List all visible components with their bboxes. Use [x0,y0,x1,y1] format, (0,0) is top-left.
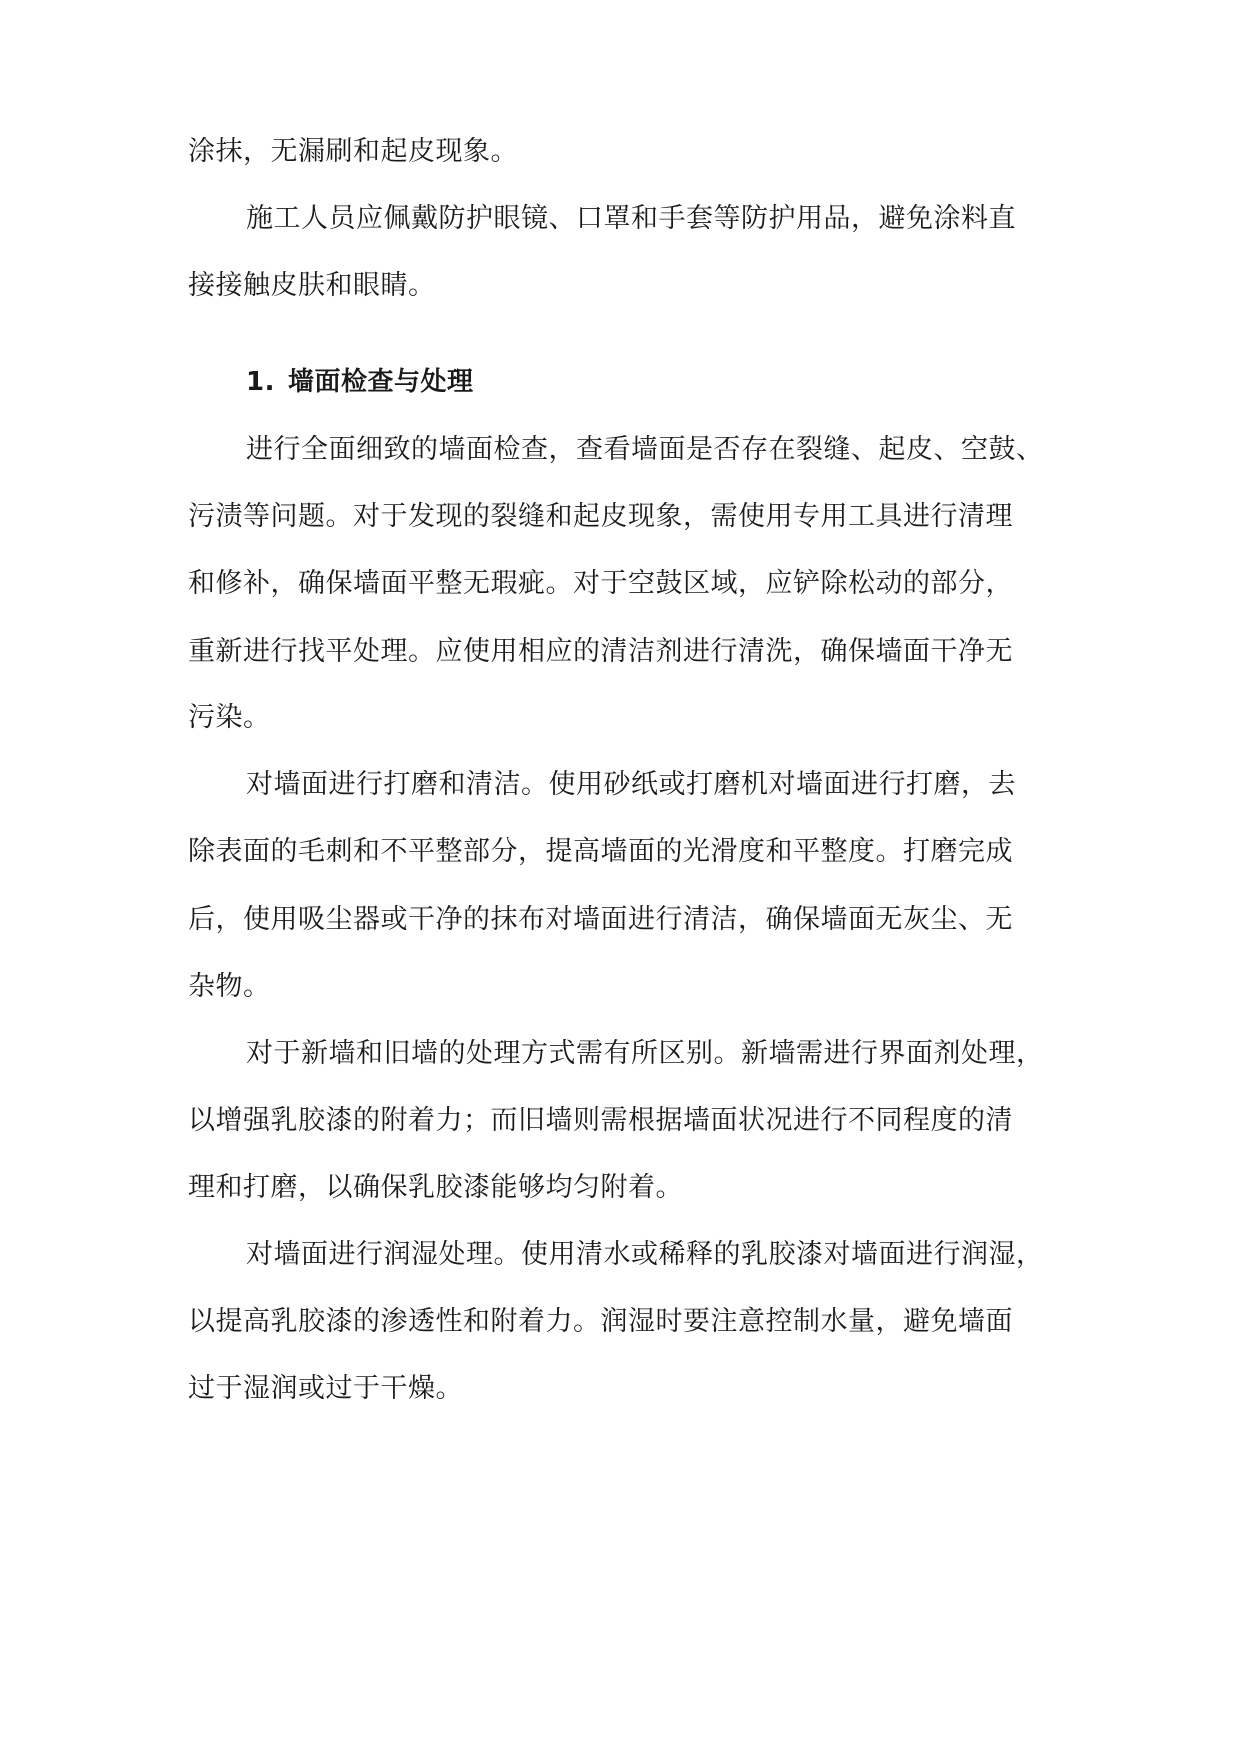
paragraph-wetting-line: 以提高乳胶漆的渗透性和附着力。润湿时要注意控制水量，避免墙面 [188,1306,1013,1337]
paragraph-inspect-line: 污渍等问题。对于发现的裂缝和起皮现象，需使用专用工具进行清理 [188,501,1013,532]
paragraph-new-old-line: 理和打磨，以确保乳胶漆能够均匀附着。 [188,1172,683,1203]
paragraph-safety-line: 接接触皮肤和眼睛。 [188,270,436,301]
paragraph-sanding-line: 杂物。 [188,971,271,1002]
paragraph-wetting-line: 过于湿润或过于干燥。 [188,1373,463,1404]
paragraph-inspect-line: 重新进行找平处理。应使用相应的清洁剂进行清洗，确保墙面干净无 [188,636,1013,667]
paragraph-wetting-line: 对墙面进行润湿处理。使用清水或稀释的乳胶漆对墙面进行润湿， [246,1239,1044,1270]
paragraph-sanding-line: 对墙面进行打磨和清洁。使用砂纸或打磨机对墙面进行打磨，去 [246,769,1016,800]
paragraph-sanding-line: 后，使用吸尘器或干净的抹布对墙面进行清洁，确保墙面无灰尘、无 [188,904,1013,935]
paragraph-inspect-line: 进行全面细致的墙面检查，查看墙面是否存在裂缝、起皮、空鼓、 [246,434,1044,465]
paragraph-sanding-line: 除表面的毛刺和不平整部分，提高墙面的光滑度和平整度。打磨完成 [188,836,1013,867]
section-number: 1. [246,367,275,397]
section-title: 墙面检查与处理 [288,367,474,397]
paragraph-new-old-line: 以增强乳胶漆的附着力；而旧墙则需根据墙面状况进行不同程度的清 [188,1105,1013,1136]
paragraph-inspect-line: 污染。 [188,702,271,733]
paragraph-intro-line: 涂抹，无漏刷和起皮现象。 [188,136,518,167]
paragraph-safety-line: 施工人员应佩戴防护眼镜、口罩和手套等防护用品，避免涂料直 [246,203,1016,234]
paragraph-new-old-line: 对于新墙和旧墙的处理方式需有所区别。新墙需进行界面剂处理， [246,1038,1044,1069]
section-heading [246,364,474,400]
paragraph-inspect-line: 和修补，确保墙面平整无瑕疵。对于空鼓区域，应铲除松动的部分， [188,568,1013,599]
